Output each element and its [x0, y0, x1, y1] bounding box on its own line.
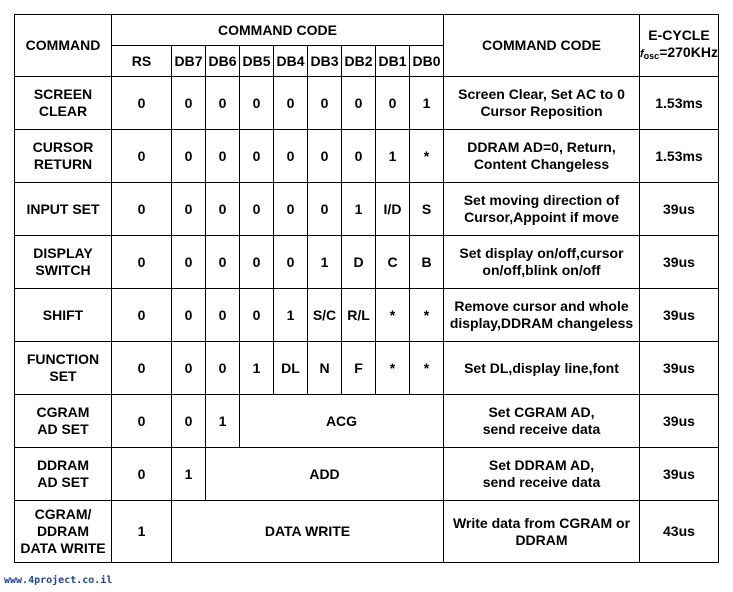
bit-cell: S — [410, 183, 444, 236]
bit-cell: 1 — [308, 236, 342, 289]
execution-time: 39us — [640, 342, 719, 395]
bit-cell: 0 — [112, 183, 172, 236]
command-description: Set moving direction of Cursor,Appoint if move — [444, 183, 640, 236]
command-description: Write data from CGRAM or DDRAM — [444, 501, 640, 563]
command-description: Set CGRAM AD, send receive data — [444, 395, 640, 448]
bit-cell: I/D — [376, 183, 410, 236]
bit-cell: * — [376, 342, 410, 395]
header-bit-db0: DB0 — [410, 46, 444, 77]
bit-cell: S/C — [308, 289, 342, 342]
bit-cell: DL — [274, 342, 308, 395]
bit-cell: 0 — [172, 183, 206, 236]
command-description: Remove cursor and whole display,DDRAM changeless — [444, 289, 640, 342]
bit-cell: F — [342, 342, 376, 395]
bit-cell: 0 — [274, 77, 308, 130]
watermark: www.4project.co.il — [4, 575, 113, 586]
header-bit-db4: DB4 — [274, 46, 308, 77]
bit-cell: 0 — [240, 130, 274, 183]
command-name: DDRAM AD SET — [15, 448, 112, 501]
bit-cell: 0 — [308, 130, 342, 183]
bit-cell: N — [308, 342, 342, 395]
bit-cell: 1 — [206, 395, 240, 448]
execution-time: 43us — [640, 501, 719, 563]
command-description: DDRAM AD=0, Return, Content Changeless — [444, 130, 640, 183]
command-name: INPUT SET — [15, 183, 112, 236]
bit-cell: 0 — [172, 77, 206, 130]
header-bit-rs: RS — [112, 46, 172, 77]
e-cycle-title: E-CYCLE — [648, 26, 710, 43]
command-name: DISPLAY SWITCH — [15, 236, 112, 289]
bit-cell: 0 — [172, 236, 206, 289]
bit-cell: 0 — [172, 342, 206, 395]
bit-cell: R/L — [342, 289, 376, 342]
execution-time: 39us — [640, 183, 719, 236]
merged-bits-cell: DATA WRITE — [172, 501, 444, 563]
execution-time: 39us — [640, 289, 719, 342]
execution-time: 39us — [640, 236, 719, 289]
header-bit-db3: DB3 — [308, 46, 342, 77]
bit-cell: 1 — [172, 448, 206, 501]
bit-cell: 0 — [172, 289, 206, 342]
bit-cell: 0 — [342, 77, 376, 130]
merged-bits-cell: ADD — [206, 448, 444, 501]
bit-cell: 0 — [240, 77, 274, 130]
bit-cell: 1 — [240, 342, 274, 395]
command-name: CURSOR RETURN — [15, 130, 112, 183]
bit-cell: * — [376, 289, 410, 342]
bit-cell: 0 — [342, 130, 376, 183]
bit-cell: 0 — [274, 130, 308, 183]
command-description: Set display on/off,cursor on/off,blink on/off — [444, 236, 640, 289]
bit-cell: 0 — [308, 77, 342, 130]
bit-cell: 0 — [274, 183, 308, 236]
bit-cell: 0 — [112, 395, 172, 448]
merged-bits-cell: ACG — [240, 395, 444, 448]
table-row — [15, 236, 719, 289]
table-row — [15, 448, 719, 501]
header-bit-db2: DB2 — [342, 46, 376, 77]
bit-cell: 0 — [112, 289, 172, 342]
execution-time: 39us — [640, 395, 719, 448]
bit-cell: 0 — [240, 289, 274, 342]
table-row — [15, 501, 719, 563]
execution-time: 1.53ms — [640, 130, 719, 183]
command-name: SHIFT — [15, 289, 112, 342]
execution-time: 1.53ms — [640, 77, 719, 130]
bit-cell: 0 — [112, 236, 172, 289]
header-bit-db6: DB6 — [206, 46, 240, 77]
header-command-code-group: COMMAND CODE — [112, 15, 444, 46]
bit-cell: 0 — [308, 183, 342, 236]
bit-cell: 1 — [342, 183, 376, 236]
bit-cell: 0 — [172, 395, 206, 448]
table-row — [15, 130, 719, 183]
table-row — [15, 395, 719, 448]
bit-cell: 0 — [172, 130, 206, 183]
bit-cell: * — [410, 130, 444, 183]
bit-cell: C — [376, 236, 410, 289]
header-bit-db1: DB1 — [376, 46, 410, 77]
bit-cell: 0 — [240, 183, 274, 236]
bit-cell: 0 — [112, 342, 172, 395]
execution-time: 39us — [640, 448, 719, 501]
command-description: Screen Clear, Set AC to 0 Cursor Reposition — [444, 77, 640, 130]
header-command: COMMAND — [15, 15, 112, 77]
e-cycle-freq: fosc=270KHz — [640, 43, 718, 61]
bit-cell: B — [410, 236, 444, 289]
command-table — [14, 14, 719, 563]
header-bit-db5: DB5 — [240, 46, 274, 77]
bit-cell: 1 — [112, 501, 172, 563]
bit-cell: 0 — [206, 130, 240, 183]
bit-cell: 0 — [206, 77, 240, 130]
bit-cell: 0 — [274, 236, 308, 289]
bit-cell: 1 — [274, 289, 308, 342]
bit-cell: 0 — [206, 289, 240, 342]
bit-cell: 0 — [112, 448, 172, 501]
command-name: SCREEN CLEAR — [15, 77, 112, 130]
bit-cell: 1 — [410, 77, 444, 130]
table-row — [15, 77, 719, 130]
bit-cell: 1 — [376, 130, 410, 183]
header-command-code-desc: COMMAND CODE — [444, 15, 640, 77]
command-name: FUNCTION SET — [15, 342, 112, 395]
bit-cell: * — [410, 342, 444, 395]
header-bit-db7: DB7 — [172, 46, 206, 77]
bit-cell: 0 — [376, 77, 410, 130]
bit-cell: 0 — [206, 342, 240, 395]
bit-cell: 0 — [112, 130, 172, 183]
table-row — [15, 342, 719, 395]
bit-cell: 0 — [206, 183, 240, 236]
command-description: Set DDRAM AD, send receive data — [444, 448, 640, 501]
command-name: CGRAM/ DDRAM DATA WRITE — [15, 501, 112, 563]
header-e-cycle — [640, 15, 719, 77]
bit-cell: 0 — [240, 236, 274, 289]
bit-cell: * — [410, 289, 444, 342]
table-row — [15, 183, 719, 236]
bit-cell: D — [342, 236, 376, 289]
bit-cell: 0 — [112, 77, 172, 130]
bit-cell: 0 — [206, 236, 240, 289]
command-name: CGRAM AD SET — [15, 395, 112, 448]
table-row — [15, 289, 719, 342]
command-description: Set DL,display line,font — [444, 342, 640, 395]
